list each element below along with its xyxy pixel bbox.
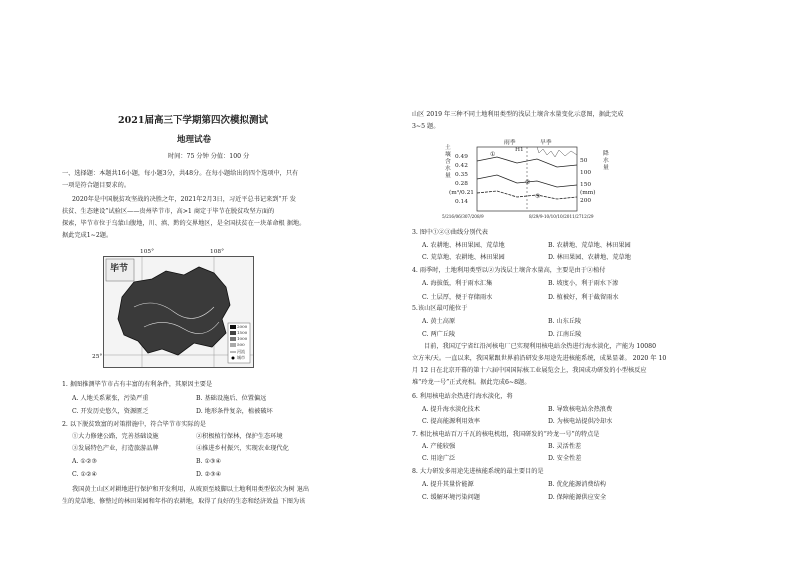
- q2-item-2: ②积极植行保林，保护生态环境: [196, 433, 283, 440]
- chart-right-tick-2: 150: [580, 182, 592, 188]
- q5-option-d: D. 江南丘陵: [548, 331, 582, 338]
- q3-option-a: A. 农耕地、林田果园、荒草地: [422, 242, 505, 249]
- exam-info: 时间：75 分钟 分值：100 分: [168, 153, 250, 160]
- q4-option-d: D. 植被好，利于截留雨水: [548, 294, 619, 301]
- q1-option-c: C. 开发历史悠久，资源匮乏: [72, 408, 149, 415]
- instructions-line-2: 一项是符合题目要求的。: [62, 182, 131, 189]
- q6-option-b: B. 导致核电站余热浪费: [548, 406, 613, 413]
- q8-option-d: D. 保障能源供应安全: [548, 494, 607, 501]
- chart-right-tick-3: 200: [580, 198, 592, 204]
- subject-title: 地理试卷: [177, 135, 212, 145]
- chart-left-axis-label: 土壤含水量: [445, 145, 451, 179]
- chart-right-tick-0: 50: [580, 158, 588, 164]
- passage3-line-2: 立方米/天。一直以来，我国紧跟世界前沿研发多用途先进核能系统，成果显著。 2020 年 10: [412, 355, 667, 362]
- q2-option-a: A. ①②③: [72, 458, 98, 465]
- q6-option-a: A. 提升海水淡化技术: [422, 406, 480, 413]
- q7-option-c: C. 用途广泛: [422, 455, 456, 462]
- chart-legend: H1: [515, 147, 524, 153]
- passage1-line-3: 探索，毕节市位于乌蒙山腹地，川、滇、黔的交界地区，是全国扶贫在一块革命根 据地。: [62, 220, 306, 227]
- exam-title: 2021届高三下学期第四次模拟测试: [118, 115, 268, 126]
- passage1-line-2: 扶贫、生态建设”试验区——贵州毕节市，高>1 商定于毕节在脱贫攻坚方面的: [62, 208, 275, 215]
- map-lon-2: 108°: [210, 249, 224, 255]
- q4-option-c: C. 土层厚，便于存储雨水: [422, 294, 493, 301]
- chart-season-wet: 雨季: [504, 140, 516, 146]
- q4-option-b: B. 坡度小，利于雨水下渗: [548, 280, 619, 287]
- intro-line-1: 山区 2019 年三种不同土地利用类型的浅层土壤含水量变化示意图，据此完成: [412, 111, 624, 118]
- passage3-line-3: 月 12 日在北京开幕的第十六届中国国际核工业展览会上，我国成功研发的小型核反应: [412, 367, 647, 374]
- passage3-line-4: 堆“玲龙一号”正式亮相。据此完成6~8题。: [412, 379, 531, 386]
- q6-option-c: C. 提高能源利用效率: [422, 418, 480, 425]
- intro-line-2: 3~5 题。: [412, 123, 440, 130]
- q5-option-a: A. 黄土高原: [422, 318, 456, 325]
- map-lon-1: 105°: [140, 249, 154, 255]
- passage3-line-1: 目前，我国辽宁省红沿河核电厂已实现利用核电站余热进行海水淡化，产能为 10080: [424, 343, 657, 350]
- q5-stem: 5.该山区最可能位于: [412, 305, 468, 312]
- legend-city: 城市: [237, 355, 245, 360]
- chart-right-tick-1: 100: [580, 170, 592, 176]
- q7-option-b: B. 灵活性差: [548, 443, 582, 450]
- q2-item-4: ④推进乡村振兴，实现农业现代化: [196, 445, 289, 452]
- q1-stem: 1. 据图推测毕节市占有丰富的有利条件，其原因主要是: [62, 381, 213, 388]
- chart-curve-label-1: ①: [490, 152, 496, 158]
- chart-left-tick-2: 0.35: [455, 172, 468, 178]
- instructions-line-1: 一、选择题：本题共16小题，每小题3分，共48分。在每小题给出的四个选项中，只有: [62, 170, 299, 177]
- passage2-line-1: 我国黄土山区对耕地进行保护和开发利用，从坡顶至坡脚以土地利用类型依次为树 退出: [72, 486, 310, 493]
- legend-1000: 1000: [237, 336, 248, 341]
- q3-option-b: B. 农耕地、荒草地、林田果园: [548, 242, 631, 249]
- chart-curve-label-3: ③: [535, 194, 541, 200]
- chart-curve-label-2: ②: [525, 180, 531, 186]
- q7-option-a: A. 产能较强: [422, 443, 456, 450]
- chart-season-dry: 旱季: [540, 140, 552, 146]
- q7-stem: 7. 相比核电站百万千瓦的核电机组，我国研发的“玲龙一号”的特点是: [412, 431, 600, 438]
- legend-2000: 2000: [237, 324, 248, 329]
- chart-left-tick-1: 0.42: [455, 163, 468, 169]
- chart-x-ticks: 5/216/06/307/208/9: [442, 214, 484, 219]
- map-inset-label: 毕节: [110, 264, 129, 274]
- q1-option-b: B. 基础设施后、位置偏远: [196, 395, 267, 402]
- q6-stem: 6. 利用核电站余热进行海水淡化，将: [412, 393, 513, 400]
- q4-option-a: A. 海拔低，利于雨水汇集: [422, 280, 493, 287]
- q8-stem: 8. 大力研发多用途先进核能系统的最主要目的是: [412, 468, 544, 475]
- chart-left-tick-0: 0.49: [455, 154, 468, 160]
- q6-option-d: D. 为核电站提供冷却水: [548, 418, 613, 425]
- q5-option-c: C. 两广丘陵: [422, 331, 456, 338]
- map-lat: 25°: [92, 354, 103, 360]
- q8-option-b: B. 优化能源消费结构: [548, 481, 606, 488]
- q2-option-b: B. ①③④: [196, 458, 222, 465]
- soil-moisture-chart: [442, 140, 609, 221]
- legend-500: 500: [237, 342, 245, 347]
- q3-option-c: C. 荒草地、农耕地、林田果园: [422, 254, 505, 261]
- chart-right-unit: (mm): [580, 190, 596, 196]
- q1-option-a: A. 人地关系紧张，污染严重: [72, 395, 149, 402]
- q2-option-c: C. ①②④: [72, 471, 98, 478]
- chart-right-axis-label: 降水量: [603, 151, 609, 171]
- q2-item-3: ③发展特色产业，打造旅游品牌: [72, 445, 159, 452]
- q2-option-d: D. ②③④: [196, 471, 222, 478]
- q3-stem: 3. 图中①②③曲线分别代表: [412, 229, 488, 236]
- q1-option-d: D. 地形条件复杂，植被破坏: [196, 408, 273, 415]
- bijie-map: [92, 249, 254, 368]
- q5-option-b: B. 山东丘陵: [548, 318, 582, 325]
- chart-left-tick-3: 0.28: [455, 181, 468, 187]
- q2-item-1: ①大力修建公路，完善基础设施: [72, 433, 159, 440]
- q3-option-d: D. 林田果园、农耕地、荒草地: [548, 254, 631, 261]
- q4-stem: 4. 雨季时，土地利用类型以②为浅层土壤含水量高，主要是由于②植付: [412, 267, 606, 274]
- q7-option-d: D. 安全性差: [548, 455, 582, 462]
- passage1-line-4: 据此完成1~2题。: [62, 232, 113, 239]
- q8-option-a: A. 提升其量价能源: [422, 481, 474, 488]
- chart-left-tick-5: 0.14: [455, 199, 468, 205]
- q8-option-c: C. 缓解环境污染问题: [422, 494, 480, 501]
- legend-1500: 1500: [237, 330, 248, 335]
- q2-stem: 2. 以下脱贫致富的对策措施中，符合毕节市实际的是: [62, 421, 206, 428]
- chart-x-ticks-2: 8/29/9-10/10/10/2011/2712/29: [529, 214, 594, 219]
- legend-river: 河流: [237, 349, 245, 354]
- chart-left-tick-4: (m³/0.21: [449, 190, 474, 196]
- passage2-line-2: 生的荒草地、修整过的林田果园和年作的农耕地，取得了良好的生态和经济效益 下图为该: [62, 498, 306, 505]
- passage1-line-1: 2020年是中国脱贫攻坚战的决胜之年，2021年2月3日，习近平总书记来到“开 发: [72, 196, 296, 203]
